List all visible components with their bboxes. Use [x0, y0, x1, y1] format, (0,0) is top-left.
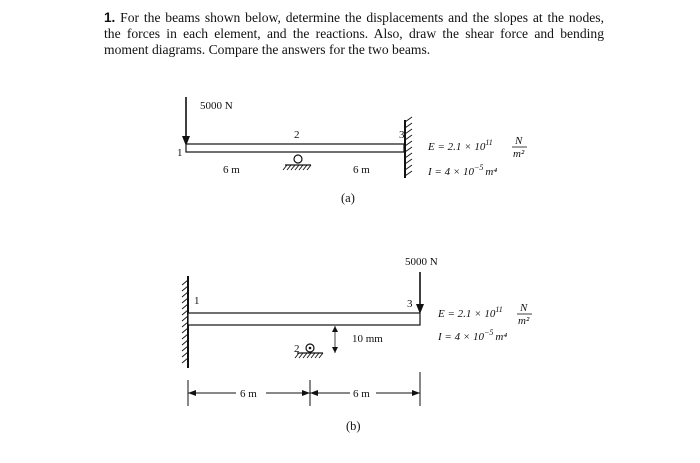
node-3-label-b: 3	[407, 298, 413, 310]
E-label-b: $E = 2.1 \times 10^{11}$	[438, 305, 503, 320]
node-1-label-a: 1	[177, 147, 183, 159]
gap-dimension	[328, 325, 342, 353]
E-label-a: $E = 2.1 \times 10^{11}$	[428, 138, 493, 153]
I-label-a: $I = 4 \times 10^{-5}$ m⁴	[428, 163, 498, 178]
load-label-a: 5000 N	[200, 100, 233, 112]
node-1-label-b: 1	[194, 295, 200, 307]
fixed-wall-b	[182, 276, 188, 368]
I-label-b: $I = 4 \times 10^{-5}$ m⁴	[438, 328, 508, 343]
caption-a: (a)	[341, 191, 355, 205]
caption-b: (b)	[346, 419, 361, 433]
roller-support-a	[283, 155, 311, 170]
E-unit-den-b: m²	[518, 315, 530, 327]
figure-a	[177, 97, 527, 205]
beam-a	[186, 144, 404, 152]
span-1-label-b: 6 m	[240, 388, 257, 400]
node-3-label-a: 3	[399, 129, 405, 141]
E-unit-num-a: N	[515, 135, 523, 147]
fixed-wall-a	[405, 117, 412, 178]
node-2-label-b: 2	[294, 343, 300, 355]
span-2-label-a: 6 m	[353, 164, 370, 176]
problem-number: 1.	[104, 10, 116, 25]
span-1-label-a: 6 m	[223, 164, 240, 176]
problem-text: For the beams shown below, determine the displacements and the slopes at the nodes, the forces in each element, and the reactions. Also, draw the shear force and bending moment diagrams. Compare the answers for the two beams.	[104, 10, 604, 58]
E-unit-num-b: N	[520, 302, 528, 314]
gap-label: 10 mm	[352, 333, 383, 345]
span-2-label-b: 6 m	[353, 388, 370, 400]
node-2-label-a: 2	[294, 129, 300, 141]
beam-b	[188, 313, 420, 325]
load-label-b: 5000 N	[405, 256, 438, 268]
span-dimension-b	[188, 372, 420, 406]
figure-b	[182, 256, 532, 433]
E-unit-den-a: m²	[513, 148, 525, 160]
